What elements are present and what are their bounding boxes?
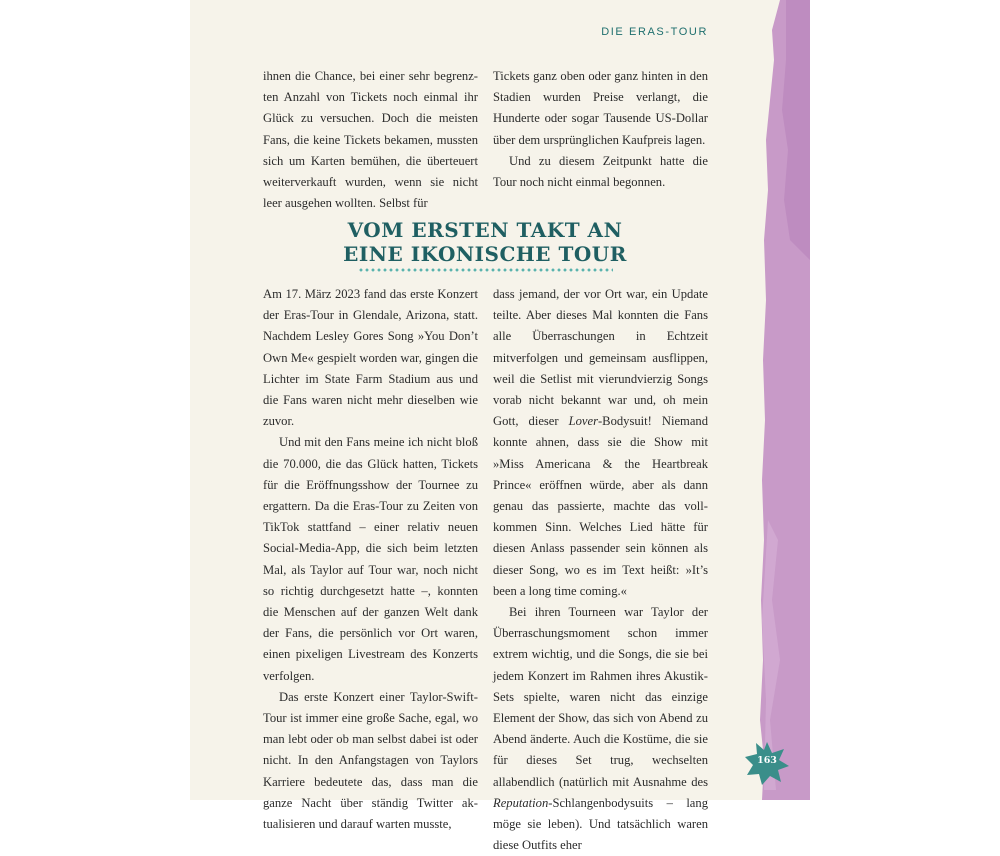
running-head: DIE ERAS-TOUR xyxy=(601,26,708,38)
text-run: -Bodysuit! Niemand konnte ahnen, dass sie die Show mit »Miss Americana & the Heartbreak Prince« eröffnen würde, aber als dann genau das passierte, machte das vollkommen Sinn. Welches Lied hätte für diesen Anlass passender sein können als dieser Song, wo es im Text heißt: »It’s been a long time coming.« xyxy=(493,414,709,598)
section-heading xyxy=(340,218,630,266)
paragraph: ihnen die Chance, bei einer sehr begrenzten Anzahl von Tickets noch einmal ihr Glück zu versuchen. Doch die meisten Fans, die keine Tickets bekamen, mussten sich um Karten bemühen, die überteuert weiterverkauft wurden, wenn sie nicht leer ausgehen wollten. Selbst für xyxy=(263,69,478,211)
text-column-right xyxy=(493,284,708,856)
paragraph xyxy=(493,602,708,856)
dotted-divider xyxy=(358,268,613,272)
italic-title: Reputation xyxy=(493,795,549,810)
purple-brush-stripe xyxy=(760,0,810,800)
paragraph: Am 17. März 2023 fand das erste Konzert der Eras-Tour in Glendale, Arizona, statt. Nachdem Lesley Gores Song »You Don’t Own Me« gespielt worden war, gingen die Lichter im State Farm Stadium aus und die Fans waren nicht mehr dieselben wie zuvor. xyxy=(263,287,478,429)
italic-title: Lover xyxy=(568,414,598,429)
paragraph: Und mit den Fans meine ich nicht bloß die 70.000, die das Glück hatten, Tickets für die Eröffnungsshow der Tournee zu ergattern. Da die Eras-Tour zu Zeiten von TikTok stattfand – einer relativ neuen Social-Media-App, die sich beim letzten Mal, als Taylor auf Tour war, noch nicht so richtig durchgesetzt hatte –, konnten die Menschen auf der ganzen Welt dank der Fans, die persönlich vor Ort waren, einen pixeligen Livestream des Konzerts verfolgen. xyxy=(263,435,478,683)
paragraph: Tickets ganz oben oder ganz hinten in den Stadien wurden Preise verlangt, die Hunderte oder sogar Tausende US-Dollar über dem ursprünglichen Kaufpreis lagen. xyxy=(493,69,708,147)
paragraph: Das erste Konzert einer Taylor-Swift-Tour ist immer eine große Sache, egal, wo man lebt oder ob man selbst dabei ist oder nicht. In den Anfangstagen von Taylors Karriere bedeutete das, dass man die ganze Nacht über ständig Twitter aktualisieren und darauf warten musste, xyxy=(263,689,478,832)
paragraph: Und zu diesem Zeitpunkt hatte die Tour noch nicht einmal begonnen. xyxy=(493,153,708,190)
text-column-top-right xyxy=(493,66,708,193)
text-run: -Schlangenbodysuits – lang möge sie leben). Und tatsächlich waren diese Outfits eher xyxy=(493,795,708,853)
text-column-top-left xyxy=(263,66,478,214)
section-heading-line: EINE IKONISCHE TOUR xyxy=(343,242,627,266)
text-run: dass jemand, der vor Ort war, ein Update teilte. Aber dieses Mal konnten die Fans alle Überraschungen in Echtzeit mitverfolgen und gemeinsam ausflippen, weil die Setlist mit vierundvierzig Songs vorab nicht bekannt war und, oh mein Gott, dieser xyxy=(493,287,708,429)
book-page xyxy=(190,0,810,853)
text-column-left xyxy=(263,284,478,835)
section-heading-line: VOM ERSTEN TAKT AN xyxy=(347,218,623,242)
text-run: Bei ihren Tourneen war Taylor der Überraschungsmoment schon immer extrem wichtig, und die Songs, die sie bei jedem Konzert im Rahmen ihres Akustik-Sets spielte, waren nicht das einzige Element der Show, das sich von Abend zu Abend änderte. Auch die Kostüme, die sie für dieses Set trug, wechselten allabendlich (natürlich mit Ausnahme des xyxy=(493,605,708,789)
paragraph xyxy=(493,284,708,602)
page-number: 163 xyxy=(757,755,777,766)
